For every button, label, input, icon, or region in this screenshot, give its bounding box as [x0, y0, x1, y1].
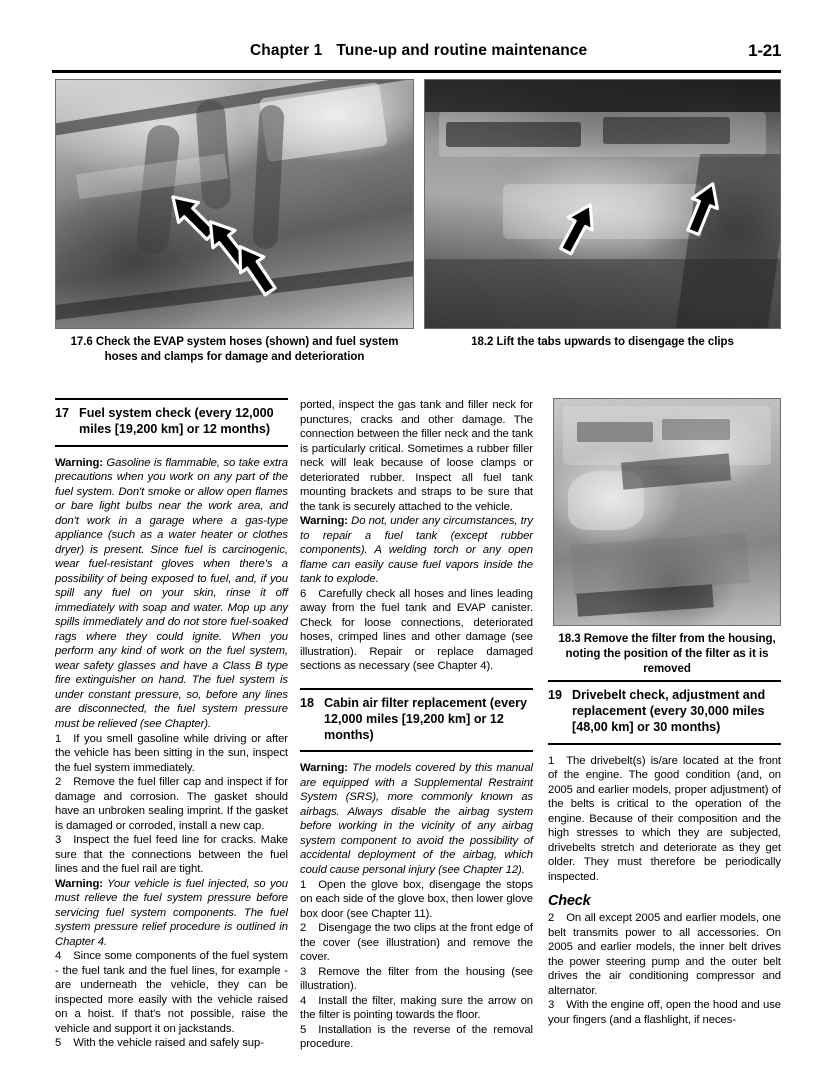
page-header: [52, 42, 781, 72]
step-text: The drivebelt(s) is/are located at the front of the engine. The good condition (and, on 2005 and earlier models, proper adjustment) of the belts is critical to the operation of the engine. Because of their composition and the high stresses to which they are subjected, drivebelts stretch and deteriorate as they get older. They must therefore be periodically inspected.: [548, 754, 781, 883]
photo-evap-hoses: [55, 79, 414, 329]
step-text: With the vehicle raised and safely sup-: [73, 1037, 264, 1050]
warning-label: Warning:: [300, 762, 348, 775]
arrow-indicator-3: [224, 238, 286, 300]
section-number: 17: [55, 406, 70, 420]
section-title: Drivebelt check, adjustment and replacement (every 30,000 miles [48,00 km] or 30 months): [572, 688, 766, 734]
page-number: 1-21: [748, 41, 781, 60]
step-text: With the engine off, open the hood and use your fingers (and a flashlight, if neces-: [548, 999, 781, 1026]
warning-paragraph: [55, 877, 288, 950]
step-number: 3: [300, 965, 307, 978]
warning-label: Warning:: [55, 456, 103, 469]
step-paragraph: [300, 878, 533, 922]
text-column-3: [548, 680, 781, 1027]
warning-label: Warning:: [300, 515, 348, 528]
step-text: Disengage the two clips at the front edge of the cover (see illustration) and remove the cover.: [300, 922, 533, 964]
photo-cabin-filter-tabs: [424, 79, 781, 329]
continuation-paragraph: [300, 398, 533, 514]
step-number: 5: [55, 1037, 62, 1050]
figure-caption: 18.3 Remove the filter from the housing, noting the position of the filter as it is removed: [558, 633, 776, 676]
warning-text: Gasoline is flammable, so take extra precautions when you work on any part of the fuel system. Don't smoke or allow open flames or bare light bulbs near the work area, and don't work in a garage where a gas-type appliance (such as a water heater or clothes dryer) is present. Since fuel is carcinogenic, wear fuel-resistant gloves when there's a possibility of being exposed to fuel, and, if you spill any fuel on your skin, rinse it off immediately with soap and water. Mop up any spills immediately and do not store fuel-soaked rags where they could ignite. When you perform any kind of work on the fuel system, wear safety glasses and have a Class B type fire extinguisher on hand. The fuel system is under constant pressure, so, before any lines are disconnected, the fuel system pressure must be relieved (see Chapter).: [55, 456, 288, 730]
section-number: 18: [300, 695, 315, 710]
step-text: Install the filter, making sure the arrow on the filter is pointing towards the floor.: [300, 994, 533, 1022]
step-number: 6: [300, 587, 307, 600]
step-paragraph: [300, 994, 533, 1023]
step-text: Inspect the fuel feed line for cracks. Make sure that the connections between the fuel lines and the fuel rail are tight.: [55, 834, 288, 876]
step-text: Open the glove box, disengage the stops on each side of the glove box, then lower glove box door (see Chapter 11).: [300, 878, 533, 920]
step-number: 3: [548, 999, 555, 1012]
figure-caption: 17.6 Check the EVAP system hoses (shown) and fuel system hoses and clamps for damage and deterioration: [70, 336, 399, 364]
step-paragraph: [548, 911, 781, 998]
step-text: If you smell gasoline while driving or after the vehicle has been sitting in the sun, inspect the fuel system immediately.: [55, 732, 288, 774]
warning-label: Warning:: [55, 877, 103, 890]
chapter-number: Chapter 1: [250, 42, 323, 59]
step-paragraph: [300, 587, 533, 674]
text-column-2: [300, 398, 533, 1052]
step-paragraph: [55, 833, 288, 877]
step-text: Carefully check all hoses and lines leading away from the fuel tank and EVAP canister. Check for loose connections, deteriorated hoses, crimped lines and other damage (see illustration). Repair or replace damaged sections as necessary (see Chapter 4).: [300, 587, 533, 673]
section-number: 19: [548, 688, 563, 702]
step-number: 4: [300, 994, 307, 1007]
arrow-indicator-2: [673, 178, 733, 238]
warning-paragraph: [300, 761, 533, 877]
step-number: 2: [300, 922, 307, 935]
step-paragraph: [55, 775, 288, 833]
step-text: Remove the filter from the housing (see illustration).: [300, 965, 533, 993]
step-number: 1: [55, 732, 62, 745]
step-text: Since some components of the fuel system - the fuel tank and the fuel lines, for example - are underneath the vehicle, they can be inspected more easily with the vehicle raised on a hoist. If that's not possible, raise the vehicle and support it on jackstands.: [55, 950, 288, 1035]
figure-18-2: [424, 79, 781, 350]
header-title-group: [250, 42, 587, 60]
section-title: Cabin air filter replacement (every 12,000 miles [19,200 km] or 12 months): [324, 695, 527, 742]
step-number: 1: [548, 754, 555, 767]
continuation-text: ported, inspect the gas tank and filler neck for punctures, cracks and other damage. The connection between the filler neck and the tank is particularly critical. Sometimes a rubber filler neck will leak because of loose clamps or deteriorated rubber. Inspect all fuel tank mounting brackets and straps to be sure that the tank is securely attached to the vehicle.: [300, 399, 533, 513]
step-paragraph: [55, 732, 288, 776]
figure-17-6: [55, 79, 414, 365]
step-text: Remove the fuel filler cap and inspect if for damage and corrosion. The gasket should have an unbroken sealing imprint. If the gasket is damaged or corroded, install a new cap.: [55, 776, 288, 832]
section-heading-18: [300, 688, 533, 753]
step-number: 5: [300, 1023, 307, 1036]
spacer: [300, 674, 533, 688]
photo-filter-removal: [553, 398, 781, 626]
warning-text: The models covered by this manual are equipped with a Supplemental Restraint System (SRS), more commonly known as airbags. Always disable the airbag system before working in the vicinity of any airbag system component to avoid the possibility of accidental deployment of the airbag, which could cause personal injury (see Chapter 12).: [300, 762, 533, 876]
step-paragraph: [548, 998, 781, 1027]
arrow-indicator-1: [548, 198, 608, 258]
step-text: On all except 2005 and earlier models, one belt transmits power to all accessories. On 2005 and earlier models, the inner belt drives the power steering pump and the outer belt drives the air conditioning compressor and alternator.: [548, 912, 781, 997]
step-paragraph: [300, 1023, 533, 1052]
figure-18-3: [553, 398, 781, 678]
step-number: 3: [55, 834, 62, 847]
step-number: 4: [55, 950, 62, 963]
text-column-1: [55, 398, 288, 1051]
warning-paragraph: [300, 514, 533, 587]
photo-grain-texture: [554, 399, 780, 625]
step-paragraph: [300, 921, 533, 965]
section-heading-19: [548, 680, 781, 745]
step-paragraph: [55, 1036, 288, 1051]
figure-caption: 18.2 Lift the tabs upwards to disengage the clips: [471, 336, 734, 348]
step-paragraph: [55, 949, 288, 1036]
header-divider: [52, 70, 781, 73]
page-title: Tune-up and routine maintenance: [336, 42, 588, 59]
step-text: Installation is the reverse of the removal procedure.: [300, 1023, 533, 1051]
step-paragraph: [300, 965, 533, 994]
section-title: Fuel system check (every 12,000 miles [19,200 km] or 12 months): [79, 406, 274, 436]
warning-text: Your vehicle is fuel injected, so you must relieve the fuel system pressure before servicing fuel system components. The fuel system pressure relief procedure is outlined in Chapter 4.: [55, 877, 288, 948]
section-heading-17: [55, 398, 288, 447]
step-number: 1: [300, 878, 307, 891]
subheading-check: Check: [548, 893, 591, 910]
step-number: 2: [548, 912, 555, 925]
warning-paragraph: [55, 456, 288, 732]
step-paragraph: [548, 754, 781, 885]
step-number: 2: [55, 776, 62, 789]
warning-text: Do not, under any circumstances, try to repair a fuel tank (except rubber components). A welding torch or any open flame can easily cause fuel vapors inside the tank to explode.: [300, 515, 533, 586]
